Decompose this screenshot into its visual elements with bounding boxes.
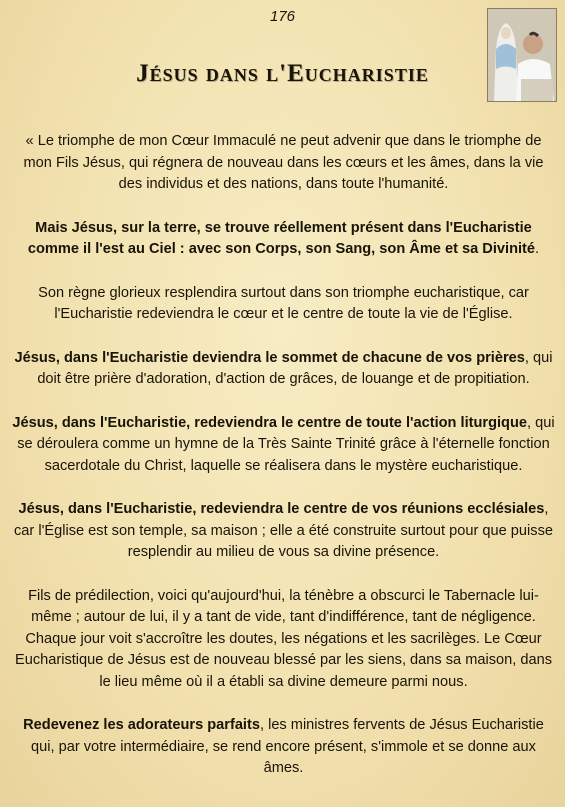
paragraph: Jésus, dans l'Eucharistie, redeviendra le centre de toute l'action liturgique, qui se déroulera comme un hymne de la Très Sainte Trinité grâce à l'éternelle fonction sacerdotale du Christ, laquelle se réalisera dans le mystère eucharistique.: [12, 414, 555, 474]
paragraph: « Le triomphe de mon Cœur Immaculé ne peut advenir que dans le triomphe de mon Fils Jésus, qui régnera de nouveau dans les cœurs et les âmes, dans la vie des individus et des nations, dans toute l'humanité.: [23, 133, 544, 192]
page-title: Jésus dans l'Eucharistie: [136, 60, 429, 87]
page-number: 176: [269, 8, 296, 25]
text-body: [12, 131, 555, 802]
paragraph: Fils de prédilection, voici qu'aujourd'hui, la ténèbre a obscurci le Tabernacle lui-même ; autour de lui, il y a tant de vide, tant d'indifférence, tant de négligence. Chaque jour voit s'accroître les doutes, les négations et les sacrilèges. Le Cœur Eucharistique de Jésus est de nouveau blessé par les siens, dans sa maison, dans le lieu même où il a établi sa divine demeure parmi nous.: [14, 587, 553, 690]
paragraph: Jésus, dans l'Eucharistie deviendra le sommet de chacune de vos prières, qui doit être prière d'adoration, d'action de grâces, de louange et de propitiation.: [14, 349, 553, 387]
paragraph: Son règne glorieux resplendira surtout dans son triomphe eucharistique, car l'Eucharistie redeviendra le cœur et le centre de toute la vie de l'Église.: [38, 284, 529, 322]
paragraph: Redevenez les adorateurs parfaits, les ministres fervents de Jésus Eucharistie qui, par votre intermédiaire, se rend encore présent, s'immole et se donne aux âmes.: [23, 717, 544, 776]
paragraph: Mais Jésus, sur la terre, se trouve réellement présent dans l'Eucharistie comme il l'est au Ciel : avec son Corps, son Sang, son Âme et sa Divinité.: [27, 219, 540, 257]
paragraph: Jésus, dans l'Eucharistie, redeviendra le centre de vos réunions ecclésiales, car l'Église est son temple, sa maison ; elle a été construite surtout pour que puisse resplendir au milieu de vous sa divine présence.: [14, 501, 553, 560]
